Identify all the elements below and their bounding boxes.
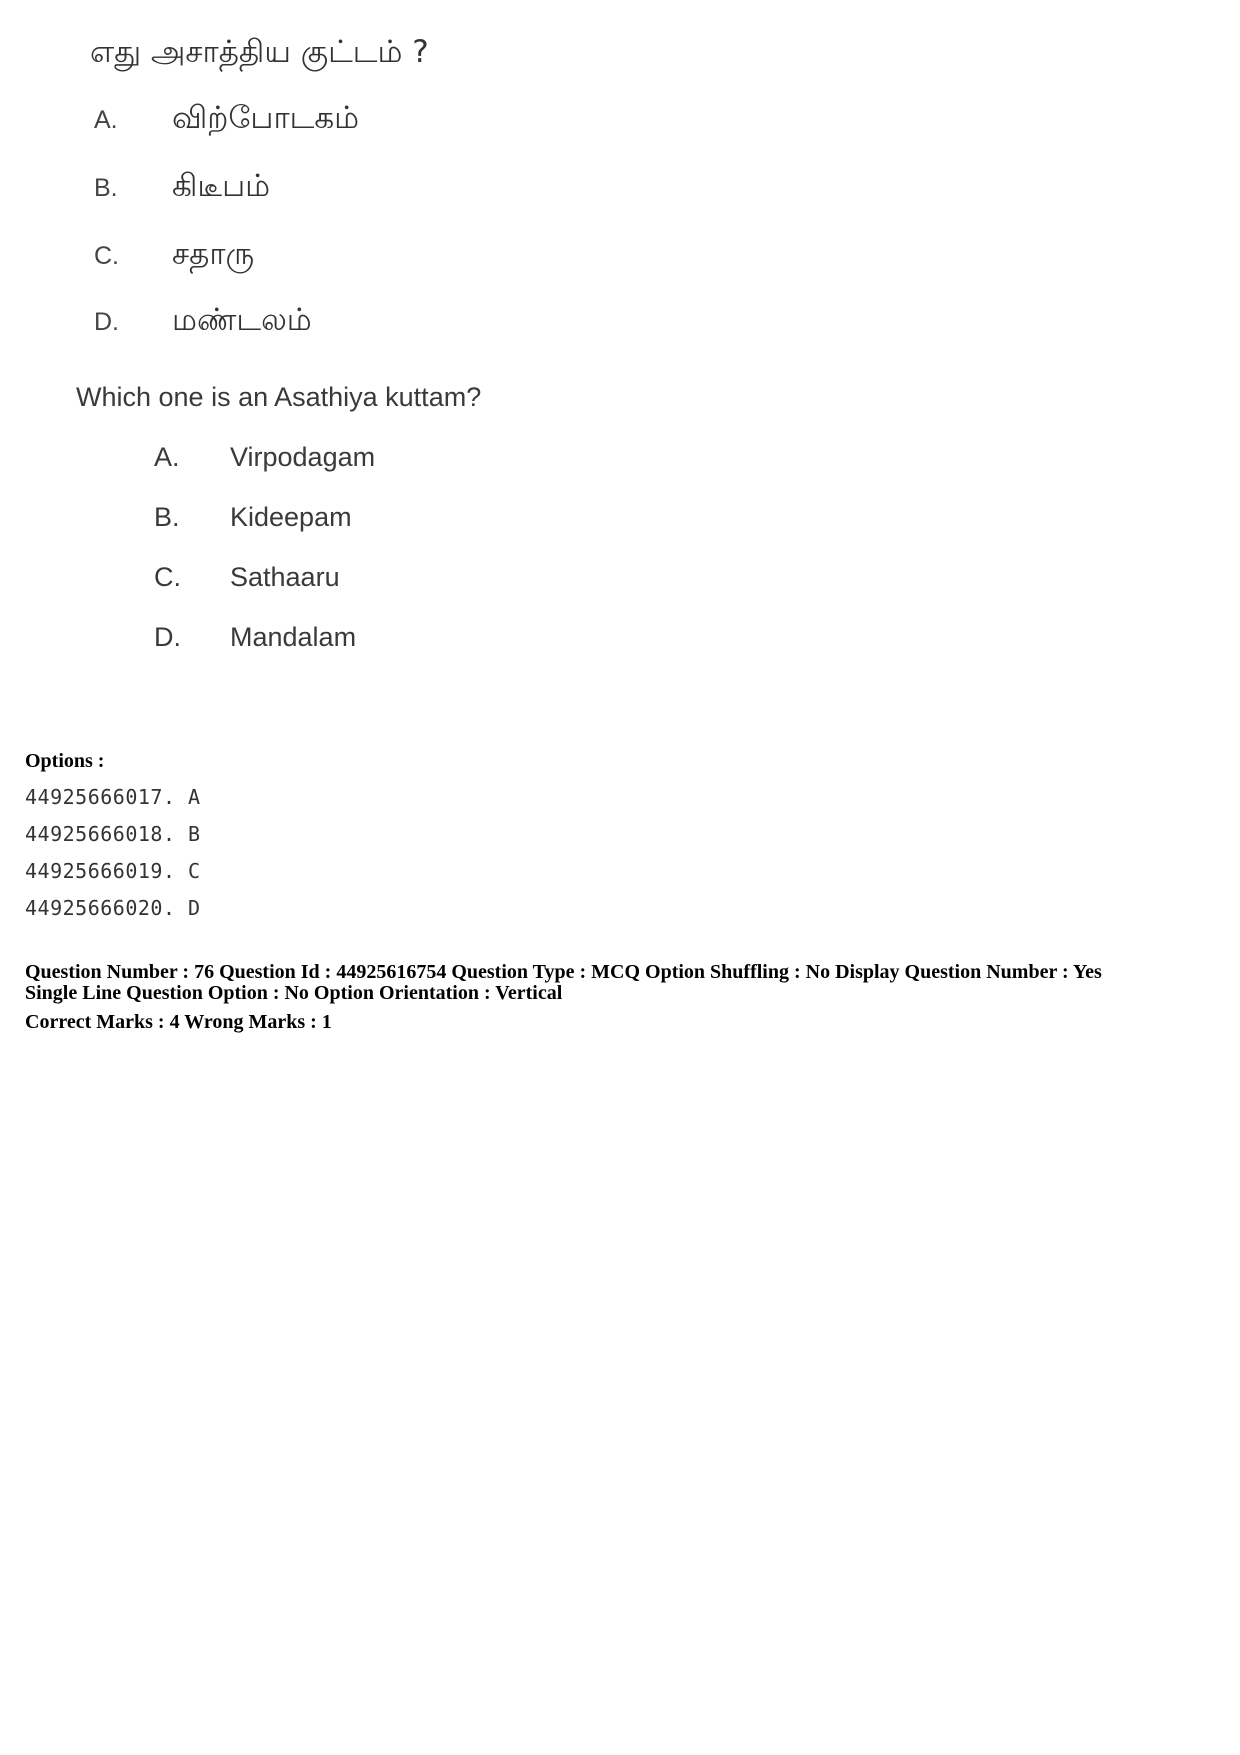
option-id-item: 44925666019. C <box>25 859 201 883</box>
english-option-letter: A. <box>154 442 180 472</box>
option-id-item: 44925666020. D <box>25 896 201 920</box>
english-option-text: Kideepam <box>230 502 352 532</box>
tamil-option-text: கிடீபம் <box>172 168 271 204</box>
question-meta-line: Single Line Question Option : No Option Orientation : Vertical <box>25 982 563 1004</box>
tamil-option-letter: A. <box>94 106 118 134</box>
question-image <box>70 30 630 680</box>
options-heading: Options : <box>25 750 105 772</box>
english-option-letter: C. <box>154 562 181 592</box>
english-option-text: Virpodagam <box>230 442 376 472</box>
tamil-option-text: விற்போடகம் <box>172 100 360 136</box>
option-id-item: 44925666017. A <box>25 785 201 809</box>
tamil-option-letter: C. <box>94 242 119 270</box>
english-option-text: Sathaaru <box>230 562 340 592</box>
tamil-option-text: சதாரு <box>172 236 255 272</box>
tamil-option-text: மண்டலம் <box>172 302 312 338</box>
english-option-text: Mandalam <box>230 622 357 652</box>
tamil-option-letter: B. <box>94 174 118 202</box>
question-marks-line: Correct Marks : 4 Wrong Marks : 1 <box>25 1011 332 1033</box>
english-option-letter: B. <box>154 502 180 532</box>
option-id-item: 44925666018. B <box>25 822 201 846</box>
english-question-text: Which one is an Asathiya kuttam? <box>76 382 482 412</box>
option-id-list <box>25 779 201 927</box>
question-metadata <box>25 962 1102 1033</box>
question-meta-line: Question Number : 76 Question Id : 44925616754 Question Type : MCQ Option Shuffling : No Display Question Number : Yes <box>25 961 1102 983</box>
tamil-option-letter: D. <box>94 308 119 336</box>
english-option-letter: D. <box>154 622 181 652</box>
tamil-question-text: எது அசாத்திய குட்டம் ? <box>90 34 429 70</box>
